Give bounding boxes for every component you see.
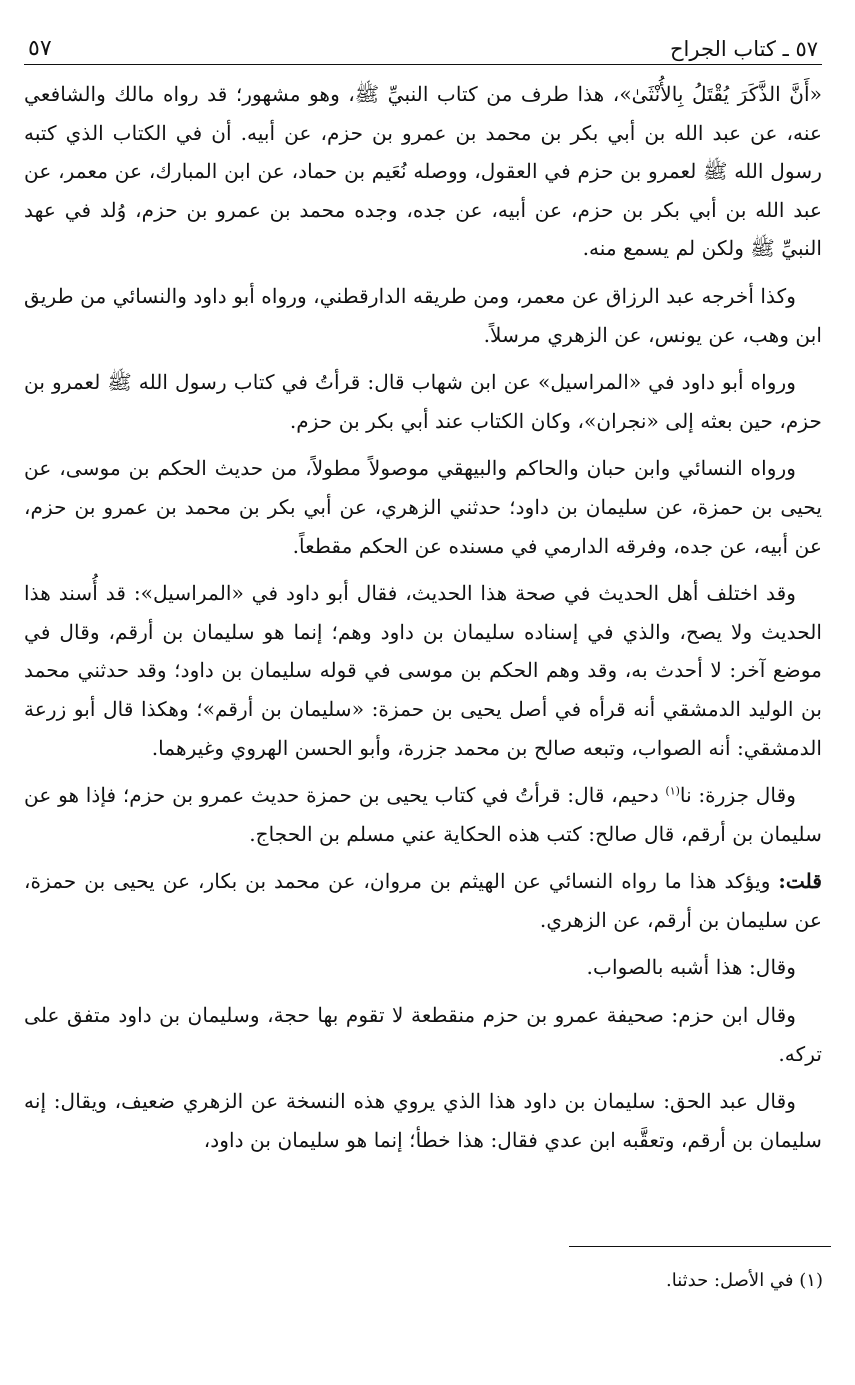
paragraph-5: وقد اختلف أهل الحديث في صحة هذا الحديث، فقال أبو داود في «المراسيل»: قد أُسند هذا الحديث ولا يصح، والذي في إسناده سليمان بن داود وهم؛ إنما هو سليمان بن أرقم، وقال في موضع آخر: لا أحدث به، وقد وهم الحكم بن موسى في قوله سليمان بن داود؛ وقد حدثني محمد بن الوليد الدمشقي أنه قرأه في أصل يحيى بن حمزة: «سليمان بن أرقم»؛ وهكذا قال أبو زرعة الدمشقي: أنه الصواب، وتبعه صالح بن محمد جزرة، وأبو الحسن الهروي وغيرهما. — [24, 581, 822, 760]
paragraph-1: «أَنَّ الذَّكَرَ يُقْتَلُ بِالأُنْثَىٰ»، هذا طرف من كتاب النبيِّ ﷺ، وهو مشهور؛ قد رواه مالك والشافعي عنه، عن عبد الله بن أبي بكر بن محمد بن عمرو بن حزم، عن أبيه. أن في الكتاب الذي كتبه رسول الله ﷺ لعمرو بن حزم في العقول، ووصله نُعَيم بن حماد، عن ابن المبارك، عن معمر، عن عبد الله بن أبي بكر بن حزم، عن أبيه، عن جده، وجده محمد بن عمرو بن حزم، وُلد في عهد النبيِّ ﷺ ولكن لم يسمع منه. — [24, 82, 822, 261]
paragraph-6 — [24, 776, 822, 853]
paragraph-7-text: ويؤكد هذا ما رواه النسائي عن الهيثم بن مروان، عن محمد بن بكار، عن يحيى بن حمزة، عن سليمان بن أرقم، عن الزهري. — [24, 869, 822, 932]
paragraph-10: وقال عبد الحق: سليمان بن داود هذا الذي يروي هذه النسخة عن الزهري ضعيف، ويقال: إنه سليمان بن أرقم، وتعقَّبه ابن عدي فقال: هذا خطأ؛ إنما هو سليمان بن داود، — [24, 1089, 822, 1152]
footnote — [43, 1266, 823, 1296]
footnote-text: في الأصل: حدثنا. — [666, 1270, 794, 1291]
page-number: ٥٧ — [28, 36, 52, 61]
paragraph-6-rest: دحيم، قال: قرأتُ في كتاب يحيى بن حمزة حديث عمرو بن حزم؛ فإذا هو عن سليمان بن أرقم، قال صالح: كتب هذه الحكاية عني مسلم بن الحجاج. — [24, 783, 822, 846]
footnote-divider — [569, 1246, 831, 1247]
footnote-marker: (١) — [799, 1270, 823, 1291]
qultu-lead: قلت: — [778, 869, 822, 894]
paragraph-8: وقال: هذا أشبه بالصواب. — [586, 955, 796, 980]
page-body — [24, 75, 822, 1159]
paragraph-2: وكذا أخرجه عبد الرزاق عن معمر، ومن طريقه الدارقطني، ورواه أبو داود والنسائي من طريق ابن وهب، عن يونس، عن الزهري مرسلاً. — [24, 283, 822, 347]
paragraph-7 — [24, 862, 822, 939]
paragraph-3: ورواه أبو داود في «المراسيل» عن ابن شهاب قال: قرأتُ في كتاب رسول الله ﷺ لعمرو بن حزم، حين بعثه إلى «نجران»، وكان الكتاب عند أبي بكر بن حزم. — [24, 370, 822, 433]
chapter-title: ٥٧ ـ كتاب الجراح — [669, 37, 818, 61]
paragraph-6-start: وقال جزرة: نا — [679, 783, 796, 808]
paragraph-9: وقال ابن حزم: صحيفة عمرو بن حزم منقطعة لا تقوم بها حجة، وسليمان بن داود متفق على تركه. — [24, 1003, 822, 1066]
paragraph-4: ورواه النسائي وابن حبان والحاكم والبيهقي موصولاً مطولاً، من حديث الحكم بن موسى، عن يحيى بن حمزة، عن سليمان بن داود؛ حدثني الزهري، عن أبي بكر بن محمد بن عمرو بن حزم، عن أبيه، عن جده، وفرقه الدارمي في مسنده عن الحكم مقطعاً. — [24, 456, 822, 558]
book-page — [24, 30, 822, 1168]
footnote-reference: (١) — [665, 784, 680, 798]
running-header — [24, 30, 822, 65]
